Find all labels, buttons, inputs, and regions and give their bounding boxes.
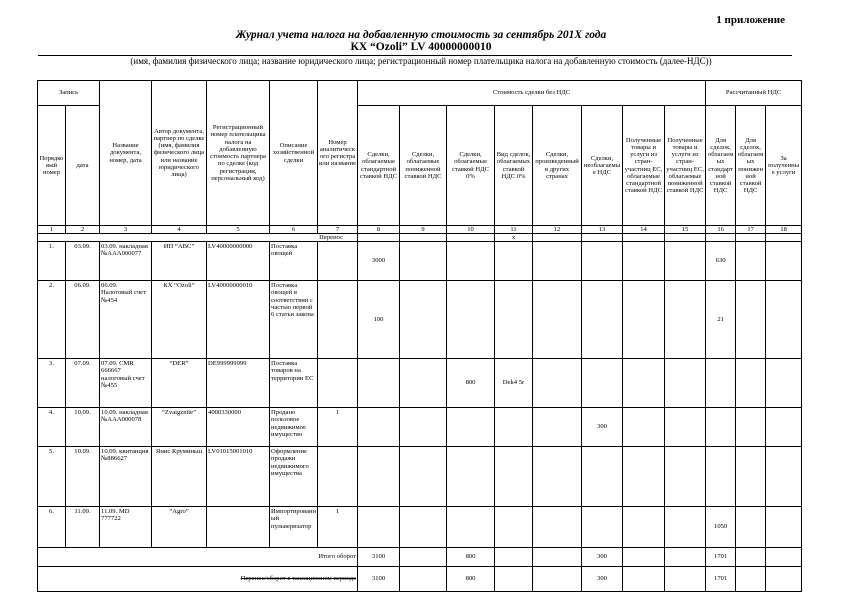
row-col-15 <box>665 507 706 548</box>
row-col-8 <box>358 408 400 447</box>
total-col-12 <box>533 567 582 592</box>
row-description: Импортированный пульверизатор <box>270 507 318 548</box>
row-number: 6. <box>38 507 66 548</box>
row-analytic <box>318 359 358 408</box>
row-col-11: Dek4 5r <box>495 359 533 408</box>
row-col-10 <box>447 408 495 447</box>
row-document: 07.09. CMR 666667 налоговый счет №455 <box>100 359 152 408</box>
row-date: 03.09. <box>66 242 100 281</box>
row-col-15 <box>665 359 706 408</box>
row-col-13 <box>582 447 623 507</box>
total-col-16: 1701 <box>706 548 736 567</box>
row-reg-number <box>207 507 270 548</box>
taxpayer-name: КХ “Ozoli” LV 40000000010 <box>350 41 492 53</box>
header-description: Описание хозяйственной сделки <box>270 81 318 226</box>
journal-title: Журнал учета налога на добавленную стоимость за сентябрь 201X года <box>235 29 607 41</box>
row-document: 03.09. накладная №ААА000077 <box>100 242 152 281</box>
row-col-18 <box>766 281 802 359</box>
table-row <box>38 408 802 447</box>
row-col-14 <box>623 359 665 408</box>
row-analytic: 1 <box>318 408 358 447</box>
row-col-13: 300 <box>582 408 623 447</box>
row-number: 5. <box>38 447 66 507</box>
row-date: 11.09. <box>66 507 100 548</box>
col-num: 6 <box>270 226 318 234</box>
carry-mark: x <box>495 234 533 242</box>
col-num: 15 <box>665 226 706 234</box>
col-num: 7 <box>318 226 358 234</box>
header-col-16: Для сделок, облагаемых стандартной ставкой НДС <box>706 106 736 226</box>
row-date: 07.09. <box>66 359 100 408</box>
total-col-11 <box>495 567 533 592</box>
table-row <box>38 359 802 408</box>
row-col-17 <box>736 281 766 359</box>
row-col-18 <box>766 507 802 548</box>
row-col-10 <box>447 281 495 359</box>
row-number: 2. <box>38 281 66 359</box>
table-row <box>38 281 802 359</box>
row-col-16: 1050 <box>706 507 736 548</box>
row-col-14 <box>623 242 665 281</box>
row-document: 10.09. квитанция №886627 <box>100 447 152 507</box>
col-num: 4 <box>152 226 207 234</box>
header-col-10: Сделки, облагаемые ставкой НДС 0% <box>447 106 495 226</box>
row-col-17 <box>736 408 766 447</box>
row-partner: “Zvaigznīte” <box>152 408 207 447</box>
row-col-10 <box>447 242 495 281</box>
row-col-8: 3000 <box>358 242 400 281</box>
total-col-18 <box>766 548 802 567</box>
row-col-11 <box>495 408 533 447</box>
total-col-9 <box>400 567 447 592</box>
carry-forward-row <box>38 234 802 242</box>
row-date: 06.09. <box>66 281 100 359</box>
row-analytic <box>318 447 358 507</box>
row-col-16: 21 <box>706 281 736 359</box>
col-num: 12 <box>533 226 582 234</box>
col-num: 9 <box>400 226 447 234</box>
row-col-18 <box>766 359 802 408</box>
col-num: 1 <box>38 226 66 234</box>
row-col-8 <box>358 447 400 507</box>
row-col-10 <box>447 447 495 507</box>
col-num: 17 <box>736 226 766 234</box>
col-num: 16 <box>706 226 736 234</box>
total-col-9 <box>400 548 447 567</box>
row-partner: “Agro” <box>152 507 207 548</box>
row-col-17 <box>736 507 766 548</box>
header-calculated-vat: Рассчитанный НДС <box>706 81 802 106</box>
col-num: 18 <box>766 226 802 234</box>
row-number: 4. <box>38 408 66 447</box>
row-reg-number: DE999999999 <box>207 359 270 408</box>
total-col-18 <box>766 567 802 592</box>
taxpayer-caption: (имя, фамилия физического лица; название юридического лица; регистрационный номер плательщика налога на добавленную стоимость (далее-НДС)) <box>130 56 712 66</box>
header-col-15: Полученные товары и услуги из стран-участниц ЕС, облагаемые пониженной ставкой НДС <box>665 106 706 226</box>
header-date: дата <box>66 106 100 226</box>
row-description: Продано пользовое недвижимое имущество <box>270 408 318 447</box>
col-num: 11 <box>495 226 533 234</box>
total-col-10: 800 <box>447 567 495 592</box>
row-col-16 <box>706 447 736 507</box>
total-col-16: 1701 <box>706 567 736 592</box>
row-partner: КХ “Ozoli” <box>152 281 207 359</box>
total-col-15 <box>665 567 706 592</box>
total-col-10: 800 <box>447 548 495 567</box>
col-num: 2 <box>66 226 100 234</box>
row-number: 1. <box>38 242 66 281</box>
header-seq-no: Порядковый номер <box>38 106 66 226</box>
total-col-11 <box>495 548 533 567</box>
total-col-14 <box>623 548 665 567</box>
totals-row <box>38 548 802 567</box>
row-col-17 <box>736 359 766 408</box>
header-col-11: Вид сделок, облагаемых ставкой НДС 0% <box>495 106 533 226</box>
row-reg-number: LV40000000000 <box>207 242 270 281</box>
row-col-16: 630 <box>706 242 736 281</box>
total-turnover-label: Итого оборот <box>38 548 358 567</box>
row-analytic <box>318 281 358 359</box>
row-col-15 <box>665 447 706 507</box>
row-col-9 <box>400 447 447 507</box>
row-col-14 <box>623 447 665 507</box>
row-col-10 <box>447 507 495 548</box>
row-document: 10.09. накладная №ААА000078 <box>100 408 152 447</box>
row-col-9 <box>400 281 447 359</box>
total-col-13: 300 <box>582 567 623 592</box>
total-col-12 <box>533 548 582 567</box>
total-col-15 <box>665 548 706 567</box>
row-reg-number: 4000330000 <box>207 408 270 447</box>
row-col-12 <box>533 408 582 447</box>
row-col-14 <box>623 507 665 548</box>
row-document: 06.09. Налоговый счет №454 <box>100 281 152 359</box>
header-cost-group: Стоимость сделки без НДС <box>358 81 706 106</box>
header-record: Запись <box>38 81 100 106</box>
row-description: Поставка овощей <box>270 242 318 281</box>
header-row-1 <box>38 81 802 106</box>
total-col-13: 300 <box>582 548 623 567</box>
totals-row <box>38 567 802 592</box>
total-col-17 <box>736 567 766 592</box>
header-col-14: Полученные товары и услуги из стран-участниц ЕС, облагаемые стандартной ставкой НДС <box>623 106 665 226</box>
total-col-17 <box>736 548 766 567</box>
row-col-16 <box>706 408 736 447</box>
row-col-16 <box>706 359 736 408</box>
row-col-12 <box>533 447 582 507</box>
row-col-9 <box>400 507 447 548</box>
row-number: 3. <box>38 359 66 408</box>
row-col-12 <box>533 281 582 359</box>
row-description: Оформление продажи недвижимого имущества <box>270 447 318 507</box>
column-number-row <box>38 226 802 234</box>
header-col-9: Сделки, облагаемые пониженной ставкой НДС <box>400 106 447 226</box>
row-date: 10.09. <box>66 408 100 447</box>
row-col-12 <box>533 359 582 408</box>
table-row <box>38 447 802 507</box>
journal-totals <box>38 548 802 592</box>
journal-rows <box>38 242 802 548</box>
row-col-12 <box>533 242 582 281</box>
header-col-18: За полученные услуги <box>766 106 802 226</box>
row-analytic <box>318 242 358 281</box>
row-col-8 <box>358 507 400 548</box>
row-col-14 <box>623 281 665 359</box>
row-description: Поставка товаров на территории ЕС <box>270 359 318 408</box>
row-col-9 <box>400 408 447 447</box>
row-col-9 <box>400 359 447 408</box>
table-row <box>38 242 802 281</box>
header-author: Автор документа, партнер по сделке (имя, фамилия физического лица или название юридического лица) <box>152 81 207 226</box>
row-col-13 <box>582 242 623 281</box>
row-col-18 <box>766 242 802 281</box>
row-description: Поставка овощей в соответствии с частью первой 6 статьи закона <box>270 281 318 359</box>
row-document: 11.09. MD 777722 <box>100 507 152 548</box>
row-partner: “DER” <box>152 359 207 408</box>
col-num: 3 <box>100 226 152 234</box>
col-num: 10 <box>447 226 495 234</box>
row-col-8 <box>358 359 400 408</box>
row-col-13 <box>582 507 623 548</box>
row-col-18 <box>766 447 802 507</box>
header-col-17: Для сделок, облагаемых пониженной ставкой НДС <box>736 106 766 226</box>
row-analytic: 1 <box>318 507 358 548</box>
total-col-14 <box>623 567 665 592</box>
row-col-12 <box>533 507 582 548</box>
total-col-8: 3100 <box>358 548 400 567</box>
header-reg-number: Регистрационный номер плательщика налога на добавленную стоимость партнера по сделке (код регистрации, персональный код) <box>207 81 270 226</box>
row-col-11 <box>495 242 533 281</box>
col-num: 8 <box>358 226 400 234</box>
vat-journal-table <box>37 80 802 592</box>
row-col-8: 100 <box>358 281 400 359</box>
appendix-label: 1 приложение <box>716 14 785 26</box>
header-col-12: Сделки, произведенный в других странах <box>533 106 582 226</box>
row-col-9 <box>400 242 447 281</box>
row-col-14 <box>623 408 665 447</box>
row-col-17 <box>736 242 766 281</box>
col-num: 14 <box>623 226 665 234</box>
row-reg-number: LV40000000010 <box>207 281 270 359</box>
row-col-13 <box>582 359 623 408</box>
row-col-11 <box>495 281 533 359</box>
header-col-8: Сделки, облагаемые стандартной ставкой НДС <box>358 106 400 226</box>
header-analytic: Номер аналитического регистра или название <box>318 81 358 226</box>
row-partner: ИП “АВС” <box>152 242 207 281</box>
row-col-10: 800 <box>447 359 495 408</box>
row-col-17 <box>736 447 766 507</box>
row-col-13 <box>582 281 623 359</box>
col-num: 5 <box>207 226 270 234</box>
row-col-18 <box>766 408 802 447</box>
row-col-11 <box>495 507 533 548</box>
row-col-15 <box>665 281 706 359</box>
row-date: 10.09. <box>66 447 100 507</box>
period-carry-label: Перенос/оборот в таксационном периоде <box>38 567 358 592</box>
carry-label: Перенос <box>38 234 358 242</box>
header-col-13: Сделки, необлагаемые НДС <box>582 106 623 226</box>
row-col-11 <box>495 447 533 507</box>
total-col-8: 3100 <box>358 567 400 592</box>
row-partner: Янис Круминьш <box>152 447 207 507</box>
header-doc-name: Название документа, номер, дата <box>100 81 152 226</box>
row-col-15 <box>665 242 706 281</box>
col-num: 13 <box>582 226 623 234</box>
row-reg-number: LV01015001010 <box>207 447 270 507</box>
row-col-15 <box>665 408 706 447</box>
table-row <box>38 507 802 548</box>
